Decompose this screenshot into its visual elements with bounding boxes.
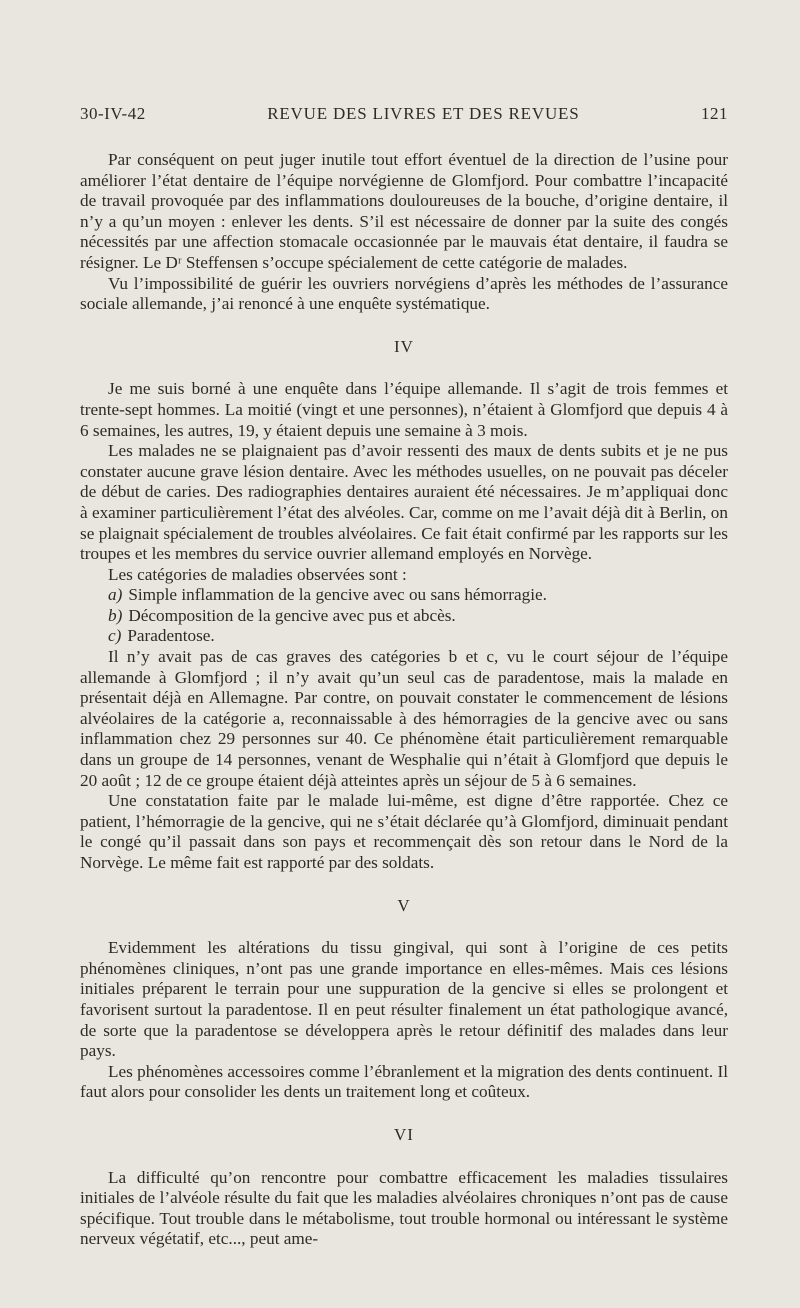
paragraph: Les malades ne se plaignaient pas d’avoir ressenti des maux de dents subits et je ne pus constater aucune grave lésion dentaire. Avec les méthodes usuelles, on ne pouvait pas déceler de début de caries. Des radiographies dentaires auraient été nécessaires. Je m’appliquai donc à examiner particulièrement l’état des alvéoles. Car, comme on me l’avait déjà dit à Berlin, on se plaignait spécialement de troubles alvéolaires. Ce fait était confirmé par les rapports sur les troupes et les membres du service ouvrier allemand employés en Norvège.: [80, 441, 728, 564]
page-number: 121: [701, 104, 728, 123]
list-item-letter: c): [108, 626, 122, 646]
list-item-text: Décomposition de la gencive avec pus et abcès.: [128, 605, 456, 625]
list-item-text: Simple inflammation de la gencive avec ou sans hémorragie.: [128, 585, 547, 605]
paragraph: Evidemment les altérations du tissu gingival, qui sont à l’origine de ces petits phénomènes cliniques, n’ont pas une grande importance en elles-mêmes. Mais ces lésions initiales préparent le terrain pour une suppuration de la gencive si elles se prolongent et favorisent surtout la paradentose. Il en peut résulter finalement un état pathologique avancé, de sorte que la paradentose se développera après le retour définitif des malades dans leur pays.: [80, 938, 728, 1061]
list-item-letter: b): [108, 605, 123, 625]
paragraph: Par conséquent on peut juger inutile tout effort éventuel de la direction de l’usine pour améliorer l’état dentaire de l’équipe norvégienne de Glomfjord. Pour combattre l’incapacité de travail provoquée par des inflammations douloureuses de la bouche, d’origine dentaire, il n’y a qu’un moyen : enlever les dents. S’il est nécessaire de donner par la suite des congés nécessités par une affection stomacale occasionnée par le mauvais état dentaire, il faudra se résigner. Le Dʳ Steffensen s’occupe spécialement de cette catégorie de malades.: [80, 150, 728, 272]
list-item-a: [80, 585, 728, 606]
section-heading-v: V: [397, 895, 411, 915]
list-item-text: Paradentose.: [127, 626, 215, 646]
list-item-letter: a): [108, 585, 123, 605]
paragraph: Il n’y avait pas de cas graves des catégories b et c, vu le court séjour de l’équipe allemande à Glomfjord ; il n’y avait qu’un seul cas de paradentose, mais la malade en présentait déjà en Allemagne. Par contre, on pouvait constater le commencement de lésions alvéolaires de la catégorie a, reconnaissable à des hémorragies de la gencive avec ou sans inflammation chez 29 personnes sur 40. Ce phénomène était particulièrement remarquable dans un groupe de 14 personnes, venant de Wesphalie qui n’était à Glomfjord que depuis le 20 août ; 12 de ce groupe étaient déjà atteintes après un séjour de 5 à 6 semaines.: [80, 647, 728, 790]
paragraph: Les catégories de maladies observées sont :: [108, 564, 407, 584]
section-heading-vi: VI: [394, 1124, 414, 1144]
running-head: [80, 104, 728, 124]
paragraph: Une constatation faite par le malade lui-même, est digne d’être rapportée. Chez ce patient, l’hémorragie de la gencive, qui ne s’était déclarée qu’à Glomfjord, diminuait pendant le congé qu’il passait dans son pays et recommençait dès son retour dans le Nord de la Norvège. Le même fait est rapporté par des soldats.: [80, 791, 728, 872]
paragraph: Les phénomènes accessoires comme l’ébranlement et la migration des dents continuent. Il faut alors pour consolider les dents un traitement long et coûteux.: [80, 1061, 728, 1102]
section-heading-iv: IV: [394, 336, 414, 356]
issue-date: 30-IV-42: [80, 104, 146, 123]
paragraph: Je me suis borné à une enquête dans l’équipe allemande. Il s’agit de trois femmes et trente-sept hommes. La moitié (vingt et une personnes), n’étaient à Glomfjord que depuis 4 à 6 semaines, les autres, 19, y étaient depuis une semaine à 3 mois.: [80, 379, 728, 440]
paragraph: Vu l’impossibilité de guérir les ouvriers norvégiens d’après les méthodes de l’assurance sociale allemande, j’ai renoncé à une enquête systématique.: [80, 273, 728, 314]
journal-title: REVUE DES LIVRES ET DES REVUES: [267, 104, 580, 123]
list-item-b: [80, 606, 728, 627]
paragraph: La difficulté qu’on rencontre pour combattre efficacement les maladies tissulaires initiales de l’alvéole résulte du fait que les maladies alvéolaires chroniques n’ont pas de cause spécifique. Tout trouble dans le métabolisme, tout trouble hormonal ou intéressant le système nerveux végétatif, etc..., peut ame-: [80, 1167, 728, 1249]
list-item-c: [80, 626, 728, 647]
body-text: [80, 150, 728, 1250]
